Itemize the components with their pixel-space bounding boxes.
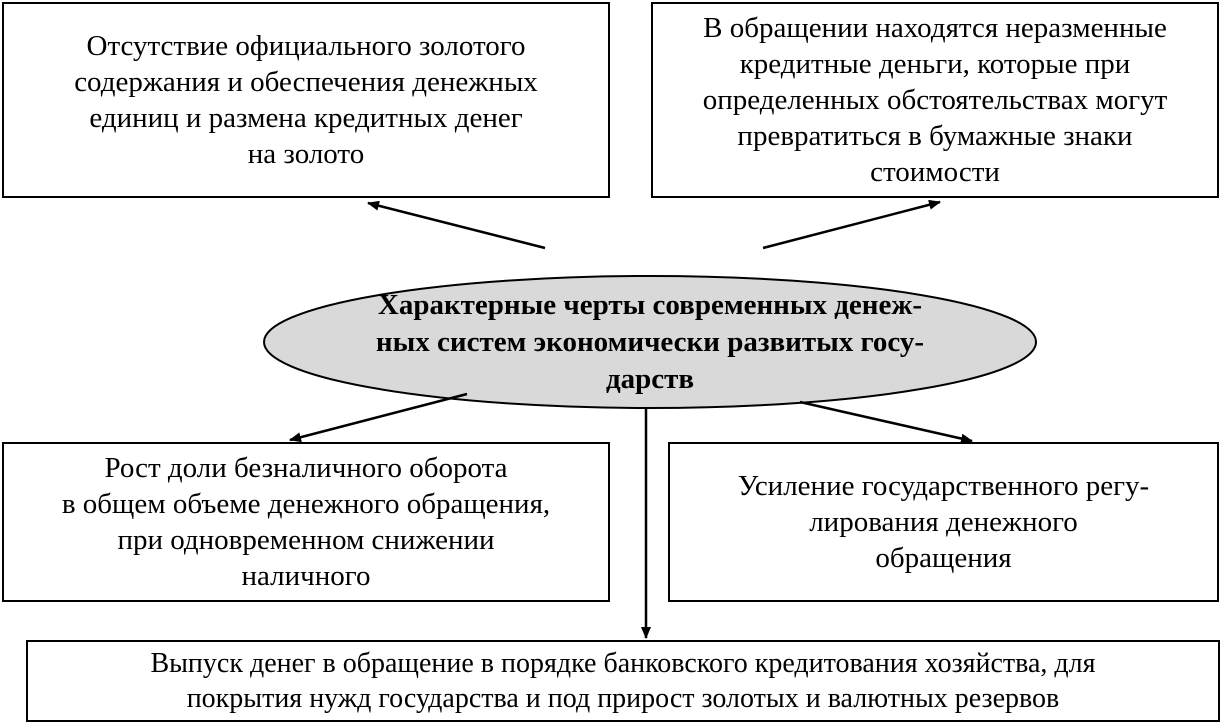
arrow-to-mid-right — [800, 402, 972, 441]
arrow-to-top-right — [763, 202, 940, 248]
box-money-issuance — [26, 640, 1220, 722]
central-topic-label: Характерные черты современных денеж- ных систем экономически развитых госу- дарств — [375, 288, 925, 395]
box-cashless-growth-text: Рост доли безналичного оборота в общем объеме денежного обращения, при одновременном снижении наличного — [61, 452, 551, 592]
box-cashless-growth — [2, 442, 610, 602]
box-no-gold-content — [2, 2, 610, 198]
box-state-regulation — [668, 442, 1219, 602]
box-inconvertible-credit-money — [651, 2, 1219, 198]
box-inconvertible-credit-money-text: В обращении находятся неразменные кредитные деньги, которые при определенных обстоятельствах могут превратиться в бумажные знаки стоимости — [702, 12, 1168, 188]
arrow-to-top-left — [368, 203, 545, 248]
box-state-regulation-text: Усиление государственного регу- лирования денежного обращения — [737, 470, 1150, 574]
box-money-issuance-text: Выпуск денег в обращение в порядке банковского кредитования хозяйства, для покрытия нужд государства и под прирост золотых и валютных резервов — [150, 648, 1096, 714]
box-no-gold-content-text: Отсутствие официального золотого содержания и обеспечения денежных единиц и размена кредитных денег на золото — [74, 30, 538, 170]
